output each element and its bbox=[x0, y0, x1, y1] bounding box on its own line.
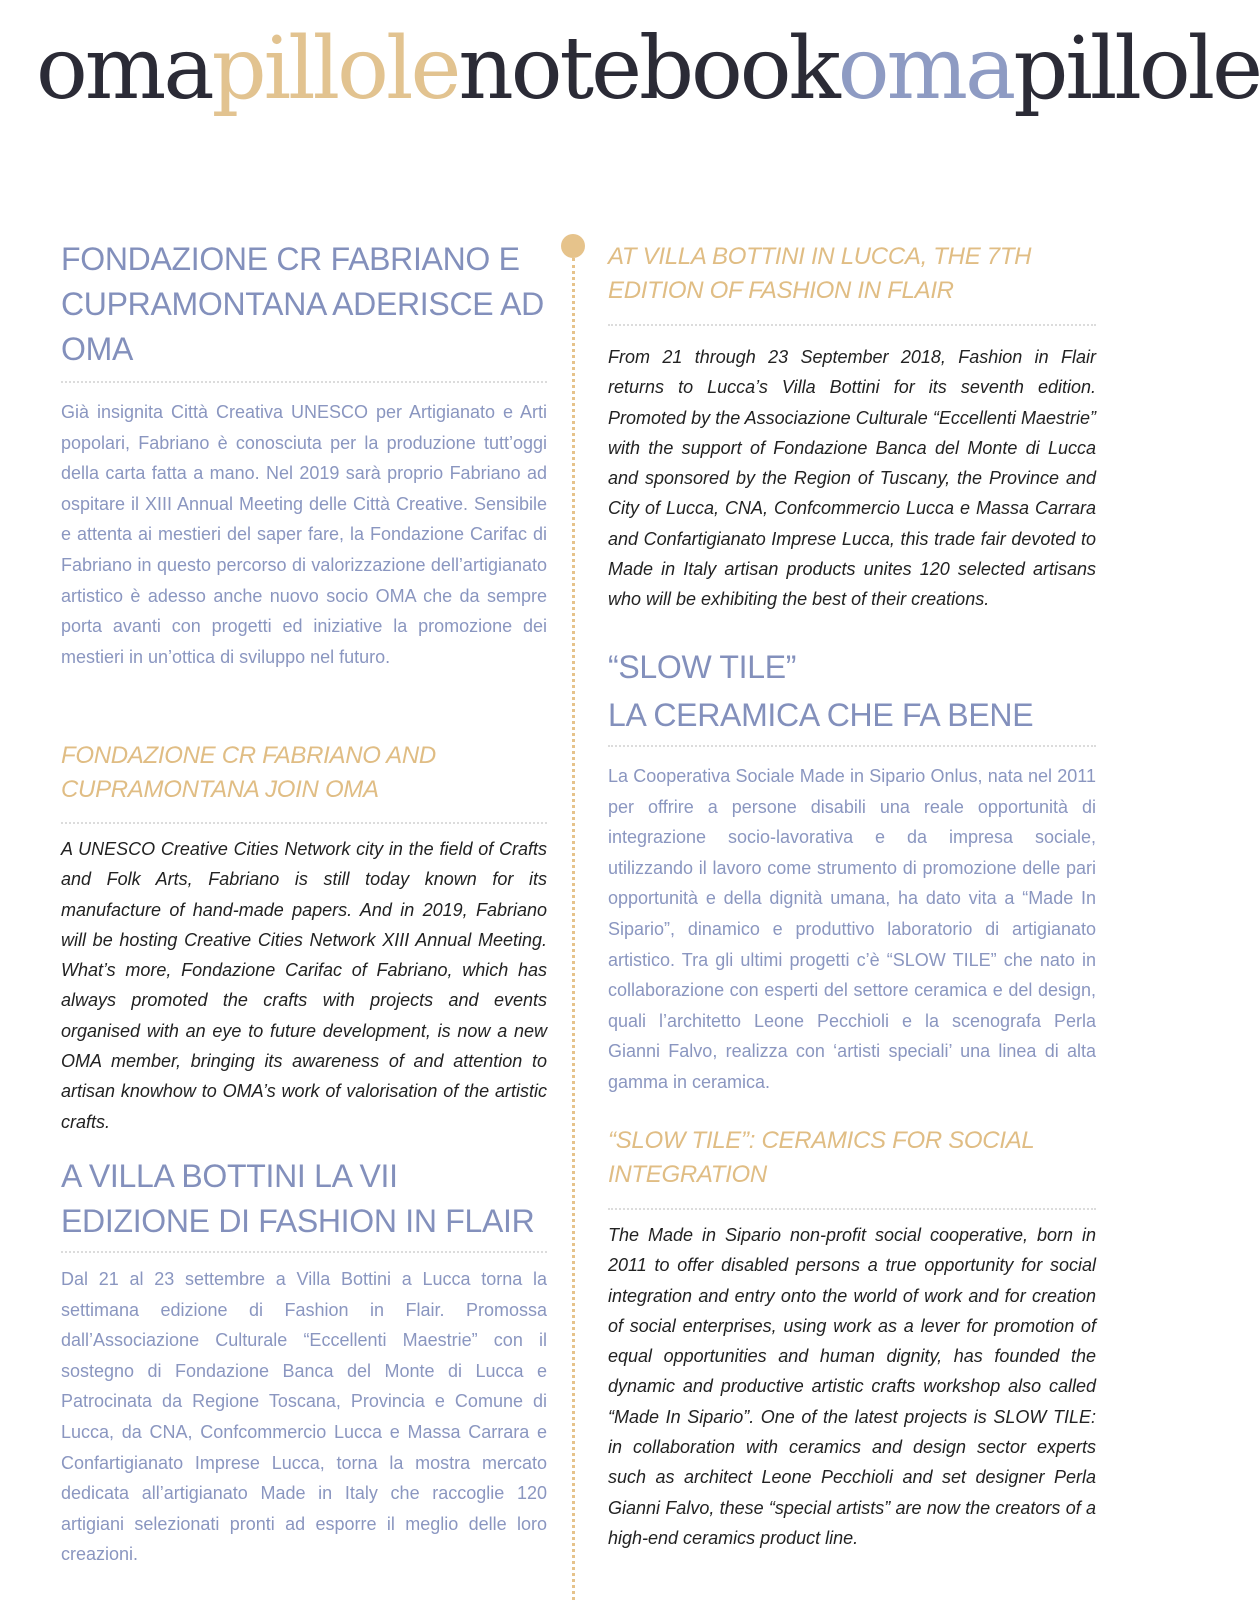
article-slow-tile-body: La Cooperativa Sociale Made in Sipario Onlus, nata nel 2011 per offrire a persone disabili una reale opportunità di integrazione socio-lavorativa e da impresa sociale, utilizzando il lavoro come strumento di promozione delle pari opportunità e della dignità umana, ha dato vita a “Made In Sipario”, dinamico e produttivo laboratorio di artigianato artistico. Tra gli ultimi progetti c’è “SLOW TILE” che nato in collaborazione con esperti del settore ceramica e del design, quali l’architetto Leone Pecchioli e la scenografa Perla Gianni Falvo, realizza con ‘artisti speciali’ una linea di alta gamma in ceramica. bbox=[608, 766, 1096, 1092]
article-fabriano-en-title: FONDAZIONE CR FABRIANO AND CUPRAMONTANA JOIN OMA bbox=[61, 742, 436, 803]
divider bbox=[608, 745, 1096, 747]
article-villa-bottini-body: Dal 21 al 23 settembre a Villa Bottini a Lucca torna la settimana edizione di Fashion in Flair. Promossa dall’Associazione Culturale “Eccellenti Maestrie” con il sostegno di Fondazione Banca del Monte di Lucca e Patrocinata da Regione Toscana, Provincia e Comune di Lucca, da CNA, Confcommercio Lucca e Massa Carrara e Confartigianato Imprese Lucca, torna la mostra mercato dedicata all’artigianato Made in Italy che raccoglie 120 artigiani selezionati pronti ad esporre il meglio delle loro creazioni. bbox=[61, 1269, 547, 1565]
article-fabriano-title: FONDAZIONE CR FABRIANO E CUPRAMONTANA ADERISCE AD OMA bbox=[61, 241, 544, 367]
article-fabriano-en-body: A UNESCO Creative Cities Network city in the field of Crafts and Folk Arts, Fabriano is still today known for its manufacture of hand-made papers. And in 2019, Fabriano will be hosting Creative Cities Network XIII Annual Meeting. What’s more, Fondazione Carifac of Fabriano, which has always promoted the crafts with projects and events organised with an eye to future development, is now a new OMA member, bringing its awareness of and attention to artisan knowhow to OMA’s work of valorisation of the artistic crafts. bbox=[61, 839, 547, 1132]
article-slow-tile-en-title: “SLOW TILE”: CERAMICS FOR SOCIAL INTEGRATION bbox=[608, 1127, 1035, 1188]
column-divider-line bbox=[572, 258, 575, 1600]
divider bbox=[61, 1251, 547, 1253]
article-villa-bottini-en-title: AT VILLA BOTTINI IN LUCCA, THE 7TH EDITION OF FASHION IN FLAIR bbox=[608, 243, 1032, 304]
article-slow-tile-title-line2: LA CERAMICA CHE FA BENE bbox=[608, 697, 1034, 733]
masthead-part-pillole-2: pillole bbox=[1013, 19, 1260, 119]
masthead-part-oma-2: oma bbox=[837, 19, 1014, 119]
masthead-part-pillole: pillole bbox=[211, 19, 459, 119]
divider bbox=[61, 822, 547, 824]
masthead bbox=[36, 14, 1260, 124]
masthead-part-notebook: notebook bbox=[458, 19, 838, 119]
article-slow-tile-title-line1: “SLOW TILE” bbox=[608, 649, 797, 685]
article-villa-bottini-title: A VILLA BOTTINI LA VII EDIZIONE DI FASHION IN FLAIR bbox=[61, 1158, 535, 1239]
masthead-part-oma: oma bbox=[36, 19, 212, 119]
article-slow-tile-en-body: The Made in Sipario non-profit social cooperative, born in 2011 to offer disabled persons a true opportunity for social integration and entry onto the world of work and for creation of social enterprises, using work as a lever for promotion of equal opportunities and human dignity, has founded the dynamic and productive artistic crafts workshop also called “Made In Sipario”. One of the latest projects is SLOW TILE: in collaboration with ceramics and design sector experts such as architect Leone Pecchioli and set designer Perla Gianni Falvo, these “special artists” are now the creators of a high-end ceramics product line. bbox=[608, 1225, 1096, 1548]
article-villa-bottini-en-body: From 21 through 23 September 2018, Fashion in Flair returns to Lucca’s Villa Bottini for its seventh edition. Promoted by the Associazione Culturale “Eccellenti Maestrie” with the support of Fondazione Banca del Monte di Lucca and sponsored by the Region of Tuscany, the Province and City of Lucca, CNA, Confcommercio Lucca e Massa Carrara and Confartigianato Imprese Lucca, this trade fair devoted to Made in Italy artisan products unites 120 selected artisans who will be exhibiting the best of their creations. bbox=[608, 347, 1096, 610]
divider bbox=[608, 1208, 1096, 1210]
article-fabriano-body: Già insignita Città Creativa UNESCO per Artigianato e Arti popolari, Fabriano è conosciuta per la produzione tutt’oggi della carta fatta a mano. Nel 2019 sarà proprio Fabriano ad ospitare il XIII Annual Meeting delle Città Creative. Sensibile e attenta ai mestieri del saper fare, la Fondazione Carifac di Fabriano in questo percorso di valorizzazione dell’artigianato artistico è adesso anche nuovo socio OMA che da sempre porta avanti con progetti ed iniziative la promozione dei mestieri in un’ottica di sviluppo nel futuro. bbox=[61, 402, 547, 667]
divider bbox=[608, 324, 1096, 326]
column-divider-dot bbox=[561, 234, 585, 258]
divider bbox=[61, 381, 547, 383]
